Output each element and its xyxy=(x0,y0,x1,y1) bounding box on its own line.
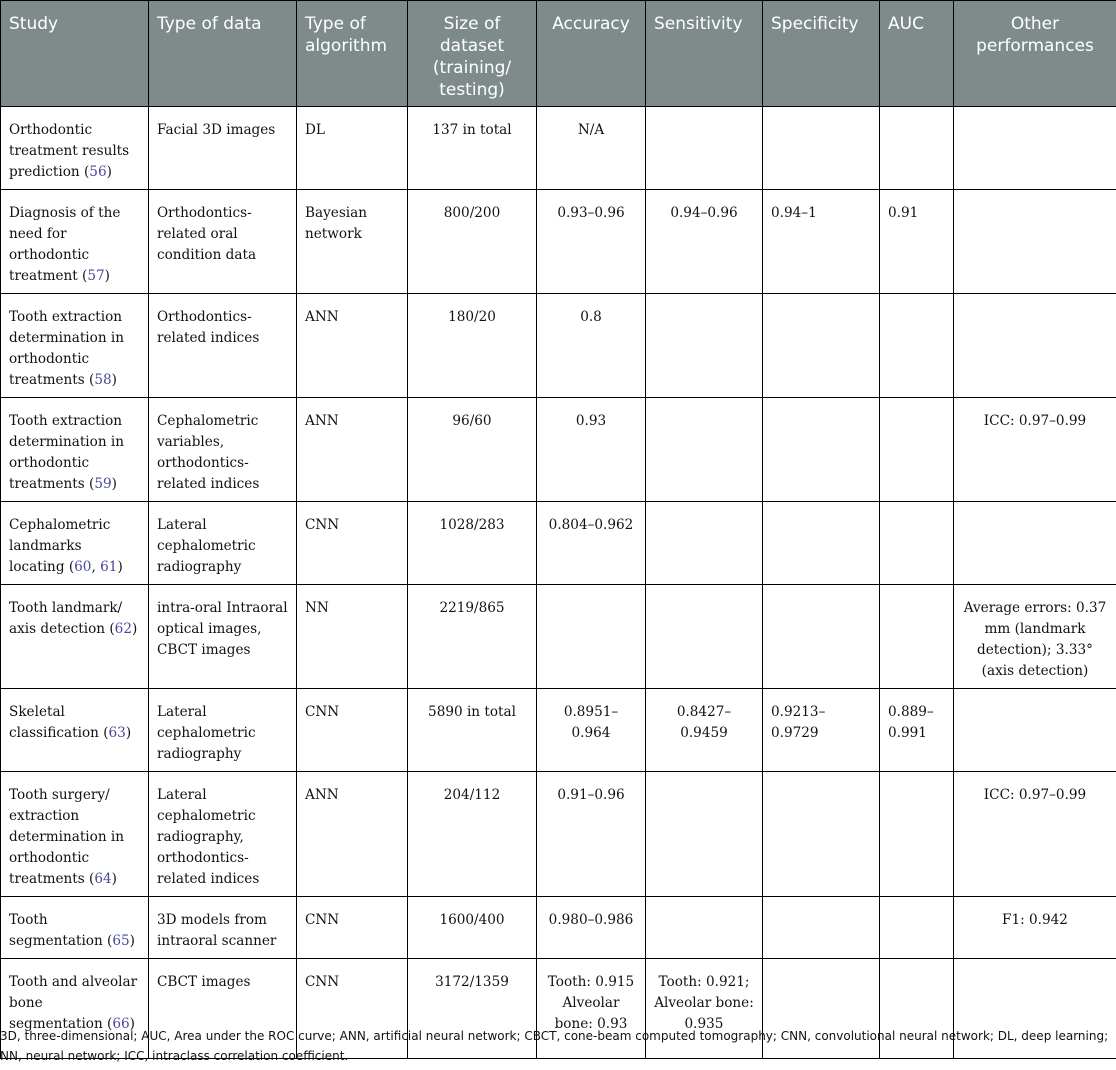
cell-size: 800/200 xyxy=(408,190,537,294)
cell-specificity xyxy=(763,398,880,502)
header-type-of-data: Type of data xyxy=(149,1,297,107)
cell-specificity xyxy=(763,502,880,585)
cell-data-type: Cephalometric variables, orthodontics-related indices xyxy=(149,398,297,502)
cell-sensitivity xyxy=(646,897,763,959)
cell-other xyxy=(954,107,1116,190)
cell-accuracy: 0.91–0.96 xyxy=(537,772,646,897)
header-other-performances: Other performances xyxy=(954,1,1116,107)
cell-other: Average errors: 0.37 mm (landmark detection); 3.33° (axis detection) xyxy=(954,585,1116,689)
cell-data-type: Facial 3D images xyxy=(149,107,297,190)
cell-sensitivity xyxy=(646,398,763,502)
cell-specificity xyxy=(763,294,880,398)
cell-algorithm: ANN xyxy=(297,398,408,502)
reference-link[interactable]: 66 xyxy=(112,1016,130,1032)
cell-study: Tooth segmentation (65) xyxy=(1,897,149,959)
reference-link[interactable]: 61 xyxy=(100,559,118,575)
cell-study: Skeletal classification (63) xyxy=(1,689,149,772)
cell-size: 3172/1359 xyxy=(408,959,537,1059)
cell-study: Tooth and alveolar bone segmentation (66) xyxy=(1,959,149,1059)
reference-link[interactable]: 59 xyxy=(94,476,112,492)
cell-accuracy: 0.804–0.962 xyxy=(537,502,646,585)
cell-auc xyxy=(880,107,954,190)
reference-link[interactable]: 57 xyxy=(87,268,105,284)
cell-algorithm: CNN xyxy=(297,959,408,1059)
cell-sensitivity: Tooth: 0.921; Alveolar bone: 0.935 xyxy=(646,959,763,1059)
cell-other xyxy=(954,294,1116,398)
cell-specificity: 0.9213–0.9729 xyxy=(763,689,880,772)
cell-study: Diagnosis of the need for orthodontic treatment (57) xyxy=(1,190,149,294)
cell-study: Tooth landmark/ axis detection (62) xyxy=(1,585,149,689)
cell-accuracy: Tooth: 0.915 Alveolar bone: 0.93 xyxy=(537,959,646,1059)
cell-auc xyxy=(880,585,954,689)
header-auc: AUC xyxy=(880,1,954,107)
reference-link[interactable]: 62 xyxy=(114,621,132,637)
table-row xyxy=(1,107,1116,190)
cell-accuracy: 0.93–0.96 xyxy=(537,190,646,294)
table-row xyxy=(1,398,1116,502)
cell-study: Tooth extraction determination in orthodontic treatments (58) xyxy=(1,294,149,398)
cell-data-type: 3D models from intraoral scanner xyxy=(149,897,297,959)
cell-sensitivity xyxy=(646,585,763,689)
cell-other xyxy=(954,689,1116,772)
cell-data-type: intra-oral Intraoral optical images, CBCT images xyxy=(149,585,297,689)
header-sensitivity: Sensitivity xyxy=(646,1,763,107)
cell-size: 1600/400 xyxy=(408,897,537,959)
cell-accuracy: 0.8951–0.964 xyxy=(537,689,646,772)
cell-algorithm: ANN xyxy=(297,294,408,398)
cell-auc: 0.91 xyxy=(880,190,954,294)
cell-algorithm: DL xyxy=(297,107,408,190)
cell-sensitivity xyxy=(646,502,763,585)
reference-link[interactable]: 63 xyxy=(108,725,126,741)
cell-data-type: Lateral cephalometric radiography xyxy=(149,502,297,585)
reference-link[interactable]: 58 xyxy=(94,372,112,388)
table-row xyxy=(1,689,1116,772)
cell-size: 5890 in total xyxy=(408,689,537,772)
cell-sensitivity: 0.8427–0.9459 xyxy=(646,689,763,772)
cell-sensitivity: 0.94–0.96 xyxy=(646,190,763,294)
table-row xyxy=(1,294,1116,398)
cell-sensitivity xyxy=(646,772,763,897)
header-dataset-size: Size of dataset (training/ testing) xyxy=(408,1,537,107)
cell-algorithm: Bayesian network xyxy=(297,190,408,294)
cell-other: ICC: 0.97–0.99 xyxy=(954,772,1116,897)
cell-accuracy: 0.8 xyxy=(537,294,646,398)
cell-auc: 0.889–0.991 xyxy=(880,689,954,772)
table-row xyxy=(1,772,1116,897)
cell-auc xyxy=(880,294,954,398)
cell-accuracy: 0.93 xyxy=(537,398,646,502)
cell-size: 137 in total xyxy=(408,107,537,190)
cell-data-type: Lateral cephalometric radiography xyxy=(149,689,297,772)
table-row xyxy=(1,585,1116,689)
cell-specificity xyxy=(763,585,880,689)
table-row xyxy=(1,897,1116,959)
table-footnote: 3D, three-dimensional; AUC, Area under the ROC curve; ANN, artificial neural network; CBCT, cone-beam computed tomography; CNN, convolutional neural network; DL, deep learning; NN, neural network; ICC, intraclass correlation coefficient. xyxy=(0,1029,1109,1063)
cell-other: ICC: 0.97–0.99 xyxy=(954,398,1116,502)
cell-algorithm: CNN xyxy=(297,502,408,585)
reference-link[interactable]: 60 xyxy=(74,559,92,575)
table-row xyxy=(1,190,1116,294)
header-accuracy: Accuracy xyxy=(537,1,646,107)
header-type-of-algorithm: Type of algorithm xyxy=(297,1,408,107)
cell-algorithm: CNN xyxy=(297,689,408,772)
cell-auc xyxy=(880,897,954,959)
cell-accuracy: 0.980–0.986 xyxy=(537,897,646,959)
header-specificity: Specificity xyxy=(763,1,880,107)
cell-specificity: 0.94–1 xyxy=(763,190,880,294)
cell-sensitivity xyxy=(646,107,763,190)
cell-accuracy: N/A xyxy=(537,107,646,190)
cell-accuracy xyxy=(537,585,646,689)
cell-study: Orthodontic treatment results prediction (56) xyxy=(1,107,149,190)
cell-auc xyxy=(880,772,954,897)
cell-study: Cephalometric landmarks locating (60, 61) xyxy=(1,502,149,585)
cell-auc xyxy=(880,502,954,585)
cell-algorithm: CNN xyxy=(297,897,408,959)
cell-data-type: CBCT images xyxy=(149,959,297,1059)
cell-other xyxy=(954,502,1116,585)
cell-algorithm: ANN xyxy=(297,772,408,897)
cell-size: 204/112 xyxy=(408,772,537,897)
cell-size: 96/60 xyxy=(408,398,537,502)
cell-other xyxy=(954,190,1116,294)
table-header-row xyxy=(1,1,1116,107)
cell-data-type: Lateral cephalometric radiography, orthodontics-related indices xyxy=(149,772,297,897)
cell-auc xyxy=(880,398,954,502)
table-row xyxy=(1,502,1116,585)
cell-study: Tooth surgery/ extraction determination in orthodontic treatments (64) xyxy=(1,772,149,897)
cell-algorithm: NN xyxy=(297,585,408,689)
cell-other: F1: 0.942 xyxy=(954,897,1116,959)
cell-specificity xyxy=(763,897,880,959)
cell-size: 2219/865 xyxy=(408,585,537,689)
cell-specificity xyxy=(763,107,880,190)
cell-specificity xyxy=(763,772,880,897)
reference-link[interactable]: 64 xyxy=(94,871,112,887)
cell-study: Tooth extraction determination in orthodontic treatments (59) xyxy=(1,398,149,502)
cell-data-type: Orthodontics-related oral condition data xyxy=(149,190,297,294)
header-study: Study xyxy=(1,1,149,107)
cell-sensitivity xyxy=(646,294,763,398)
reference-link[interactable]: 65 xyxy=(112,933,130,949)
cell-data-type: Orthodontics-related indices xyxy=(149,294,297,398)
reference-link[interactable]: 56 xyxy=(89,164,107,180)
cell-size: 1028/283 xyxy=(408,502,537,585)
cell-size: 180/20 xyxy=(408,294,537,398)
